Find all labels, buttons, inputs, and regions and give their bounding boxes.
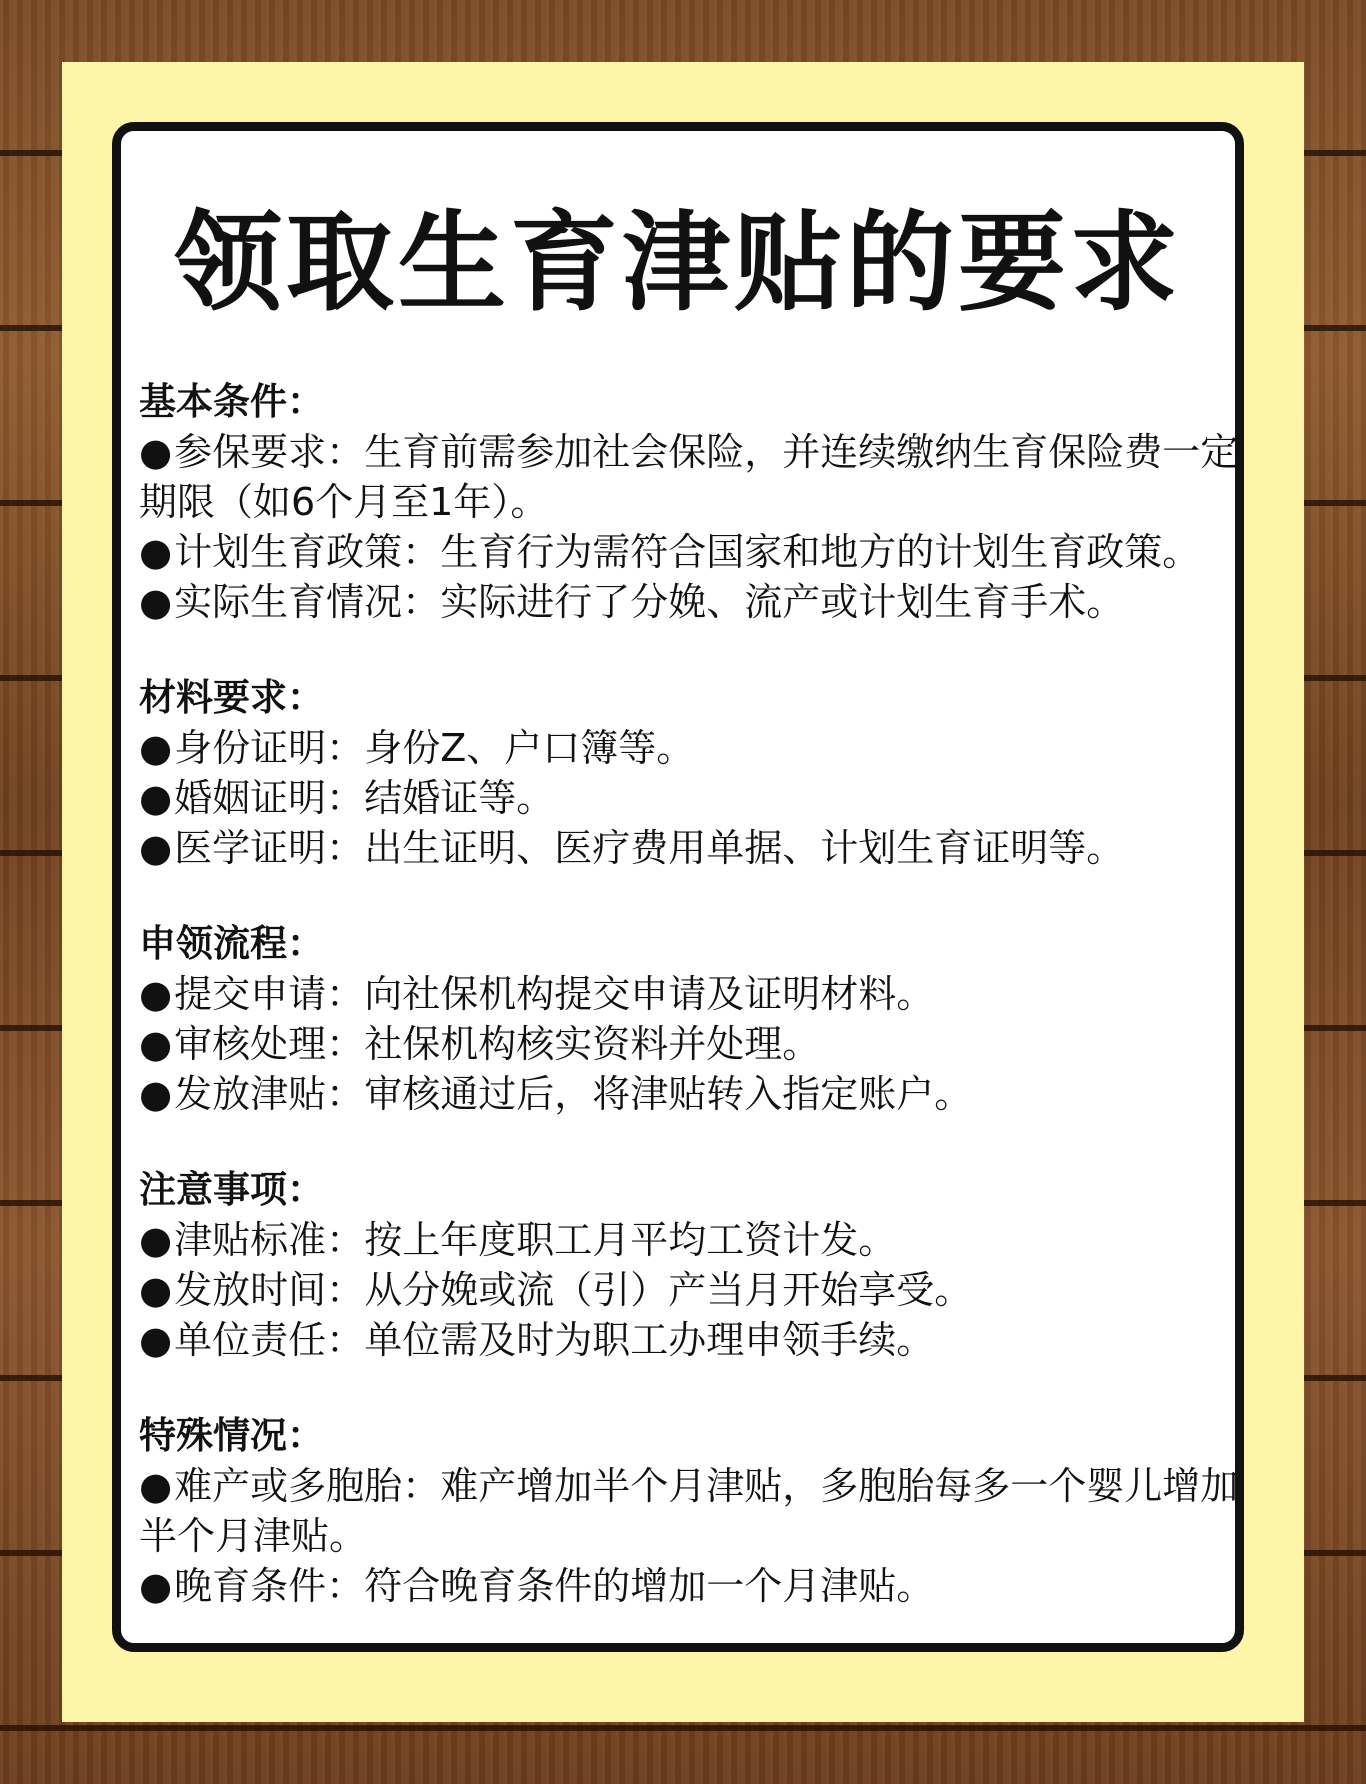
bullet-icon: ● <box>139 1464 173 1508</box>
item-label: 实际生育情况： <box>174 580 441 624</box>
list-item <box>139 577 1229 627</box>
item-text: 身份Z、户口簿等。 <box>364 726 695 770</box>
item-text: 符合晚育条件的增加一个月津贴。 <box>364 1564 935 1608</box>
bullet-icon: ● <box>139 1564 173 1608</box>
bullet-icon: ● <box>139 726 173 770</box>
item-text: 结婚证等。 <box>364 776 555 820</box>
card-content <box>139 377 1239 1657</box>
item-label: 审核处理： <box>174 1022 365 1066</box>
section-material-requirements <box>139 673 1229 873</box>
bullet-icon: ● <box>139 972 173 1016</box>
section-heading: 注意事项： <box>139 1168 324 1211</box>
item-label: 计划生育政策： <box>174 530 441 574</box>
section-application-process <box>139 919 1229 1119</box>
item-text: 难产增加半个月津贴，多胞胎每多一个婴儿增加半个月津贴。 <box>139 1464 1239 1558</box>
item-text: 从分娩或流（引）产当月开始享受。 <box>364 1268 973 1312</box>
bullet-icon: ● <box>139 826 173 870</box>
section-heading: 申领流程： <box>139 922 324 965</box>
list-item <box>139 1315 1229 1365</box>
info-card <box>112 122 1244 1652</box>
item-label: 参保要求： <box>174 430 365 474</box>
list-item <box>139 723 1229 773</box>
list-item <box>139 1215 1229 1265</box>
item-text: 出生证明、医疗费用单据、计划生育证明等。 <box>364 826 1125 870</box>
item-label: 婚姻证明： <box>174 776 365 820</box>
list-item <box>139 1019 1229 1069</box>
item-label: 发放时间： <box>174 1268 365 1312</box>
item-label: 发放津贴： <box>174 1072 365 1116</box>
item-label: 提交申请： <box>174 972 365 1016</box>
bullet-icon: ● <box>139 580 173 624</box>
item-label: 身份证明： <box>174 726 365 770</box>
item-text: 向社保机构提交申请及证明材料。 <box>364 972 935 1016</box>
section-basic-conditions <box>139 377 1239 627</box>
section-notes <box>139 1165 1229 1365</box>
section-heading: 基本条件： <box>139 380 324 423</box>
item-text: 按上年度职工月平均工资计发。 <box>364 1218 897 1262</box>
section-heading: 材料要求： <box>139 676 324 719</box>
section-special-cases <box>139 1411 1239 1611</box>
list-item <box>139 969 1229 1019</box>
bullet-icon: ● <box>139 1072 173 1116</box>
bullet-icon: ● <box>139 430 173 474</box>
page-title: 领取生育津贴的要求 <box>173 201 1182 326</box>
list-item <box>139 823 1229 873</box>
bullet-icon: ● <box>139 776 173 820</box>
item-label: 津贴标准： <box>174 1218 365 1262</box>
item-text: 审核通过后，将津贴转入指定账户。 <box>364 1072 973 1116</box>
list-item <box>139 1461 1249 1561</box>
list-item <box>139 1265 1229 1315</box>
item-text: 实际进行了分娩、流产或计划生育手术。 <box>440 580 1125 624</box>
list-item <box>139 1561 1229 1611</box>
bullet-icon: ● <box>139 1022 173 1066</box>
item-text: 生育行为需符合国家和地方的计划生育政策。 <box>440 530 1201 574</box>
bullet-icon: ● <box>139 1218 173 1262</box>
item-text: 生育前需参加社会保险，并连续缴纳生育保险费一定期限（如6个月至1年）。 <box>139 430 1239 524</box>
item-text: 社保机构核实资料并处理。 <box>364 1022 821 1066</box>
item-label: 难产或多胞胎： <box>174 1464 441 1508</box>
list-item <box>139 427 1249 527</box>
bullet-icon: ● <box>139 1268 173 1312</box>
list-item <box>139 527 1229 577</box>
item-label: 单位责任： <box>174 1318 365 1362</box>
item-label: 晚育条件： <box>174 1564 365 1608</box>
section-heading: 特殊情况： <box>139 1414 324 1457</box>
list-item <box>139 773 1229 823</box>
item-label: 医学证明： <box>174 826 365 870</box>
list-item <box>139 1069 1229 1119</box>
bullet-icon: ● <box>139 1318 173 1362</box>
bullet-icon: ● <box>139 530 173 574</box>
item-text: 单位需及时为职工办理申领手续。 <box>364 1318 935 1362</box>
